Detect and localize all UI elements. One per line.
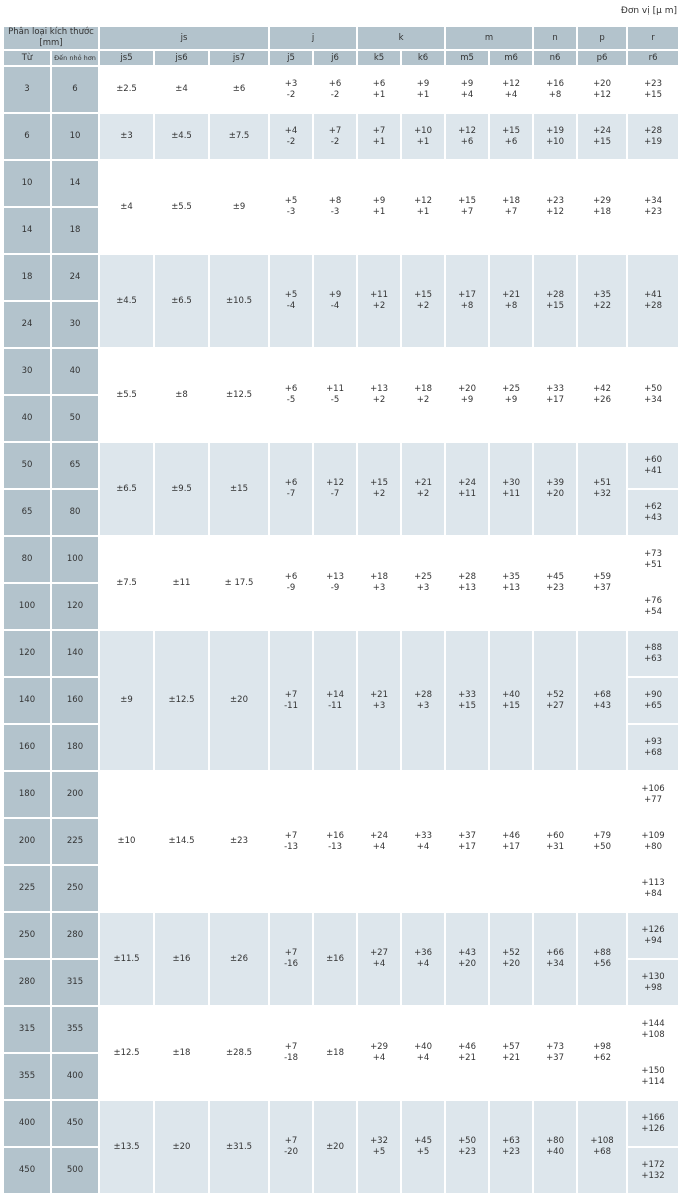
tolerance-cell-m5: +28 +13: [446, 537, 488, 629]
table-row: [4, 913, 678, 958]
tolerance-cell-js5: ±9: [100, 631, 153, 770]
size-from-cell: 315: [4, 1007, 50, 1052]
size-to-cell: 50: [52, 396, 98, 441]
size-from-cell: 140: [4, 678, 50, 723]
size-from-cell: 24: [4, 302, 50, 347]
group-header-k: k: [358, 27, 444, 49]
tolerance-cell-j5: +6 -7: [270, 443, 312, 535]
sub-header-js7: js7: [210, 51, 268, 65]
size-to-cell: 140: [52, 631, 98, 676]
size-from-cell: 450: [4, 1148, 50, 1193]
tolerance-cell-r6: +62 +43: [628, 490, 678, 535]
tolerance-cell-m6: +52 +20: [490, 913, 532, 1005]
tolerance-cell-j6: +9 -4: [314, 255, 356, 347]
tolerance-cell-j6: +11 -5: [314, 349, 356, 441]
tolerance-cell-js7: ±20: [210, 631, 268, 770]
tolerance-cell-k5: +27 +4: [358, 913, 400, 1005]
unit-label: Đơn vị [μ m]: [620, 6, 677, 16]
size-to-cell: 24: [52, 255, 98, 300]
size-to-cell: 180: [52, 725, 98, 770]
tolerance-cell-k6: +10 +1: [402, 114, 444, 159]
tolerance-cell-k5: +6 +1: [358, 67, 400, 112]
tolerance-cell-k5: +7 +1: [358, 114, 400, 159]
tolerance-cell-m6: +12 +4: [490, 67, 532, 112]
size-from-cell: 280: [4, 960, 50, 1005]
tolerance-cell-js5: ±3: [100, 114, 153, 159]
tolerance-cell-m5: +43 +20: [446, 913, 488, 1005]
tolerance-cell-j5: +7 -20: [270, 1101, 312, 1193]
table-row: [4, 537, 678, 582]
tolerance-cell-k6: +28 +3: [402, 631, 444, 770]
tolerance-cell-j5: +7 -18: [270, 1007, 312, 1099]
tolerance-cell-js5: ±10: [100, 772, 153, 911]
tolerance-cell-p6: +59 +37: [578, 537, 626, 629]
sub-header-k5: k5: [358, 51, 400, 65]
table-row: [4, 443, 678, 488]
size-to-cell: 80: [52, 490, 98, 535]
tolerance-cell-p6: +108 +68: [578, 1101, 626, 1193]
tolerance-cell-r6: +90 +65: [628, 678, 678, 723]
tolerance-cell-js7: ±15: [210, 443, 268, 535]
tolerance-cell-js5: ±13.5: [100, 1101, 153, 1193]
tolerance-cell-m5: +37 +17: [446, 772, 488, 911]
tolerance-cell-r6: +172 +132: [628, 1148, 678, 1193]
tolerance-cell-r6: +126 +94: [628, 913, 678, 958]
tolerance-cell-p6: +51 +32: [578, 443, 626, 535]
tolerance-cell-r6: +41 +28: [628, 255, 678, 347]
tolerance-cell-r6: +93 +68: [628, 725, 678, 770]
tolerance-cell-p6: +42 +26: [578, 349, 626, 441]
table-row: [4, 772, 678, 817]
tolerance-cell-k5: +18 +3: [358, 537, 400, 629]
tolerance-cell-m6: +63 +23: [490, 1101, 532, 1193]
size-to-cell: 14: [52, 161, 98, 206]
tolerance-cell-js6: ±4: [155, 67, 208, 112]
tolerance-cell-p6: +20 +12: [578, 67, 626, 112]
tolerance-cell-k6: +9 +1: [402, 67, 444, 112]
tolerance-cell-m6: +30 +11: [490, 443, 532, 535]
tolerance-cell-js5: ±4.5: [100, 255, 153, 347]
tolerance-cell-js6: ±5.5: [155, 161, 208, 253]
tolerance-cell-m6: +25 +9: [490, 349, 532, 441]
tolerance-cell-k6: +25 +3: [402, 537, 444, 629]
tolerance-cell-j5: +4 -2: [270, 114, 312, 159]
tolerance-cell-js7: ±10.5: [210, 255, 268, 347]
sub-header-k6: k6: [402, 51, 444, 65]
tolerance-cell-p6: +98 +62: [578, 1007, 626, 1099]
tolerance-cell-j6: ±20: [314, 1101, 356, 1193]
tolerance-cell-n6: +28 +15: [534, 255, 576, 347]
tolerance-cell-js5: ±4: [100, 161, 153, 253]
size-from-cell: 250: [4, 913, 50, 958]
tolerance-cell-m6: +21 +8: [490, 255, 532, 347]
tolerance-cell-r6: +88 +63: [628, 631, 678, 676]
tolerance-cell-j5: +7 -16: [270, 913, 312, 1005]
tolerance-cell-js7: ±31.5: [210, 1101, 268, 1193]
tolerance-cell-j5: +6 -9: [270, 537, 312, 629]
tolerance-cell-m6: +35 +13: [490, 537, 532, 629]
size-to-cell: 355: [52, 1007, 98, 1052]
tolerance-cell-k6: +40 +4: [402, 1007, 444, 1099]
sub-header-n6: n6: [534, 51, 576, 65]
sub-header-js5: js5: [100, 51, 153, 65]
tolerance-cell-m5: +46 +21: [446, 1007, 488, 1099]
size-from-cell: 40: [4, 396, 50, 441]
tolerance-cell-r6: +28 +19: [628, 114, 678, 159]
group-header-m: m: [446, 27, 532, 49]
tolerance-cell-n6: +39 +20: [534, 443, 576, 535]
tolerance-cell-j6: +14 -11: [314, 631, 356, 770]
sub-header-j6: j6: [314, 51, 356, 65]
tolerance-cell-js7: ± 17.5: [210, 537, 268, 629]
tolerance-cell-r6: +109 +80: [628, 819, 678, 864]
tolerance-cell-m5: +33 +15: [446, 631, 488, 770]
tolerance-cell-n6: +45 +23: [534, 537, 576, 629]
tolerance-cell-k6: +33 +4: [402, 772, 444, 911]
sub-header-r6: r6: [628, 51, 678, 65]
size-to-cell: 10: [52, 114, 98, 159]
tolerance-cell-k5: +29 +4: [358, 1007, 400, 1099]
size-to-cell: 400: [52, 1054, 98, 1099]
tolerance-cell-js6: ±16: [155, 913, 208, 1005]
tolerance-cell-k5: +24 +4: [358, 772, 400, 911]
tolerance-cell-js7: ±28.5: [210, 1007, 268, 1099]
tolerance-table: [2, 25, 680, 1195]
tolerance-cell-js7: ±23: [210, 772, 268, 911]
tolerance-cell-js7: ±9: [210, 161, 268, 253]
tolerance-cell-js7: ±12.5: [210, 349, 268, 441]
tolerance-cell-r6: +73 +51: [628, 537, 678, 582]
table-row: [4, 255, 678, 300]
tolerance-cell-r6: +130 +98: [628, 960, 678, 1005]
tolerance-cell-j6: +16 -13: [314, 772, 356, 911]
tolerance-cell-k5: +32 +5: [358, 1101, 400, 1193]
size-from-cell: 100: [4, 584, 50, 629]
size-from-cell: 160: [4, 725, 50, 770]
tolerance-cell-j6: ±18: [314, 1007, 356, 1099]
tolerance-cell-n6: +60 +31: [534, 772, 576, 911]
tolerance-cell-m6: +57 +21: [490, 1007, 532, 1099]
table-row: [4, 1101, 678, 1146]
tolerance-cell-n6: +23 +12: [534, 161, 576, 253]
size-from-cell: 10: [4, 161, 50, 206]
tolerance-cell-r6: +23 +15: [628, 67, 678, 112]
size-from-cell: 50: [4, 443, 50, 488]
tolerance-cell-js5: ±6.5: [100, 443, 153, 535]
size-to-cell: 500: [52, 1148, 98, 1193]
tolerance-cell-n6: +19 +10: [534, 114, 576, 159]
tolerance-cell-p6: +68 +43: [578, 631, 626, 770]
tolerance-cell-j6: +13 -9: [314, 537, 356, 629]
tolerance-cell-k5: +13 +2: [358, 349, 400, 441]
tolerance-cell-p6: +79 +50: [578, 772, 626, 911]
from-header: Từ: [4, 51, 50, 65]
tolerance-cell-js5: ±11.5: [100, 913, 153, 1005]
tolerance-cell-r6: +113 +84: [628, 866, 678, 911]
size-from-cell: 80: [4, 537, 50, 582]
tolerance-cell-k6: +12 +1: [402, 161, 444, 253]
tolerance-cell-j5: +3 -2: [270, 67, 312, 112]
tolerance-cell-j6: +12 -7: [314, 443, 356, 535]
tolerance-cell-js6: ±20: [155, 1101, 208, 1193]
size-from-cell: 65: [4, 490, 50, 535]
tolerance-cell-j5: +5 -3: [270, 161, 312, 253]
tolerance-cell-js7: ±6: [210, 67, 268, 112]
tolerance-cell-m6: +40 +15: [490, 631, 532, 770]
tolerance-cell-j5: +6 -5: [270, 349, 312, 441]
tolerance-cell-r6: +76 +54: [628, 584, 678, 629]
size-from-cell: 225: [4, 866, 50, 911]
size-class-header: Phân loại kích thước [mm]: [4, 27, 98, 49]
tolerance-cell-k6: +15 +2: [402, 255, 444, 347]
tolerance-cell-m5: +20 +9: [446, 349, 488, 441]
size-from-cell: 200: [4, 819, 50, 864]
group-header-j: j: [270, 27, 356, 49]
size-to-cell: 280: [52, 913, 98, 958]
size-from-cell: 6: [4, 114, 50, 159]
tolerance-cell-js5: ±2.5: [100, 67, 153, 112]
tolerance-cell-m5: +24 +11: [446, 443, 488, 535]
size-to-cell: 18: [52, 208, 98, 253]
tolerance-cell-k5: +21 +3: [358, 631, 400, 770]
tolerance-cell-n6: +52 +27: [534, 631, 576, 770]
tolerance-cell-js6: ±12.5: [155, 631, 208, 770]
tolerance-cell-j6: +6 -2: [314, 67, 356, 112]
tolerance-cell-p6: +88 +56: [578, 913, 626, 1005]
sub-header-p6: p6: [578, 51, 626, 65]
size-from-cell: 30: [4, 349, 50, 394]
size-from-cell: 3: [4, 67, 50, 112]
tolerance-cell-k5: +9 +1: [358, 161, 400, 253]
size-from-cell: 18: [4, 255, 50, 300]
sub-header-j5: j5: [270, 51, 312, 65]
tolerance-cell-n6: +73 +37: [534, 1007, 576, 1099]
header-row-sub: [4, 51, 678, 65]
tolerance-cell-p6: +35 +22: [578, 255, 626, 347]
tolerance-cell-js6: ±18: [155, 1007, 208, 1099]
tolerance-cell-js5: ±5.5: [100, 349, 153, 441]
size-to-cell: 225: [52, 819, 98, 864]
tolerance-cell-js6: ±8: [155, 349, 208, 441]
size-to-cell: 200: [52, 772, 98, 817]
tolerance-cell-js7: ±7.5: [210, 114, 268, 159]
size-to-cell: 40: [52, 349, 98, 394]
table-row: [4, 161, 678, 206]
tolerance-cell-n6: +66 +34: [534, 913, 576, 1005]
tolerance-cell-k6: +21 +2: [402, 443, 444, 535]
tolerance-cell-r6: +106 +77: [628, 772, 678, 817]
size-from-cell: 355: [4, 1054, 50, 1099]
size-from-cell: 14: [4, 208, 50, 253]
tolerance-cell-m6: +15 +6: [490, 114, 532, 159]
sub-header-m6: m6: [490, 51, 532, 65]
size-from-cell: 400: [4, 1101, 50, 1146]
tolerance-cell-m5: +50 +23: [446, 1101, 488, 1193]
tolerance-cell-m5: +15 +7: [446, 161, 488, 253]
sub-header-js6: js6: [155, 51, 208, 65]
tolerance-cell-k6: +18 +2: [402, 349, 444, 441]
table-row: [4, 1007, 678, 1052]
tolerance-cell-js6: ±14.5: [155, 772, 208, 911]
tolerance-cell-m6: +46 +17: [490, 772, 532, 911]
tolerance-cell-k5: +15 +2: [358, 443, 400, 535]
tolerance-cell-r6: +50 +34: [628, 349, 678, 441]
tolerance-cell-js6: ±11: [155, 537, 208, 629]
header-row-groups: [4, 27, 678, 49]
tolerance-cell-r6: +144 +108: [628, 1007, 678, 1052]
size-to-cell: 120: [52, 584, 98, 629]
to-header: Đến nhỏ hơn: [52, 51, 98, 65]
tolerance-cell-r6: +166 +126: [628, 1101, 678, 1146]
tolerance-cell-js6: ±9.5: [155, 443, 208, 535]
table-row: [4, 631, 678, 676]
size-from-cell: 120: [4, 631, 50, 676]
size-to-cell: 160: [52, 678, 98, 723]
tolerance-cell-j6: +8 -3: [314, 161, 356, 253]
size-to-cell: 250: [52, 866, 98, 911]
tolerance-cell-j5: +7 -11: [270, 631, 312, 770]
tolerance-cell-n6: +33 +17: [534, 349, 576, 441]
table-row: [4, 114, 678, 159]
tolerance-cell-m5: +17 +8: [446, 255, 488, 347]
tolerance-cell-m5: +9 +4: [446, 67, 488, 112]
tolerance-cell-js5: ±7.5: [100, 537, 153, 629]
tolerance-cell-r6: +34 +23: [628, 161, 678, 253]
tolerance-cell-p6: +24 +15: [578, 114, 626, 159]
tolerance-cell-r6: +150 +114: [628, 1054, 678, 1099]
tolerance-cell-js6: ±4.5: [155, 114, 208, 159]
group-header-p: p: [578, 27, 626, 49]
tolerance-cell-r6: +60 +41: [628, 443, 678, 488]
size-from-cell: 180: [4, 772, 50, 817]
table-row: [4, 349, 678, 394]
size-to-cell: 65: [52, 443, 98, 488]
tolerance-cell-p6: +29 +18: [578, 161, 626, 253]
tolerance-cell-j5: +7 -13: [270, 772, 312, 911]
size-to-cell: 315: [52, 960, 98, 1005]
tolerance-cell-js6: ±6.5: [155, 255, 208, 347]
tolerance-cell-k5: +11 +2: [358, 255, 400, 347]
size-to-cell: 100: [52, 537, 98, 582]
tolerance-cell-j5: +5 -4: [270, 255, 312, 347]
group-header-r: r: [628, 27, 678, 49]
table-row: [4, 67, 678, 112]
size-to-cell: 450: [52, 1101, 98, 1146]
tolerance-cell-js7: ±26: [210, 913, 268, 1005]
tolerance-cell-m6: +18 +7: [490, 161, 532, 253]
tolerance-cell-j6: +7 -2: [314, 114, 356, 159]
tolerance-cell-n6: +80 +40: [534, 1101, 576, 1193]
size-to-cell: 30: [52, 302, 98, 347]
size-to-cell: 6: [52, 67, 98, 112]
tolerance-cell-k6: +36 +4: [402, 913, 444, 1005]
group-header-js: js: [100, 27, 268, 49]
group-header-n: n: [534, 27, 576, 49]
tolerance-cell-js5: ±12.5: [100, 1007, 153, 1099]
sub-header-m5: m5: [446, 51, 488, 65]
tolerance-cell-n6: +16 +8: [534, 67, 576, 112]
table-body: [4, 67, 678, 1193]
tolerance-cell-k6: +45 +5: [402, 1101, 444, 1193]
tolerance-cell-j6: ±16: [314, 913, 356, 1005]
tolerance-cell-m5: +12 +6: [446, 114, 488, 159]
